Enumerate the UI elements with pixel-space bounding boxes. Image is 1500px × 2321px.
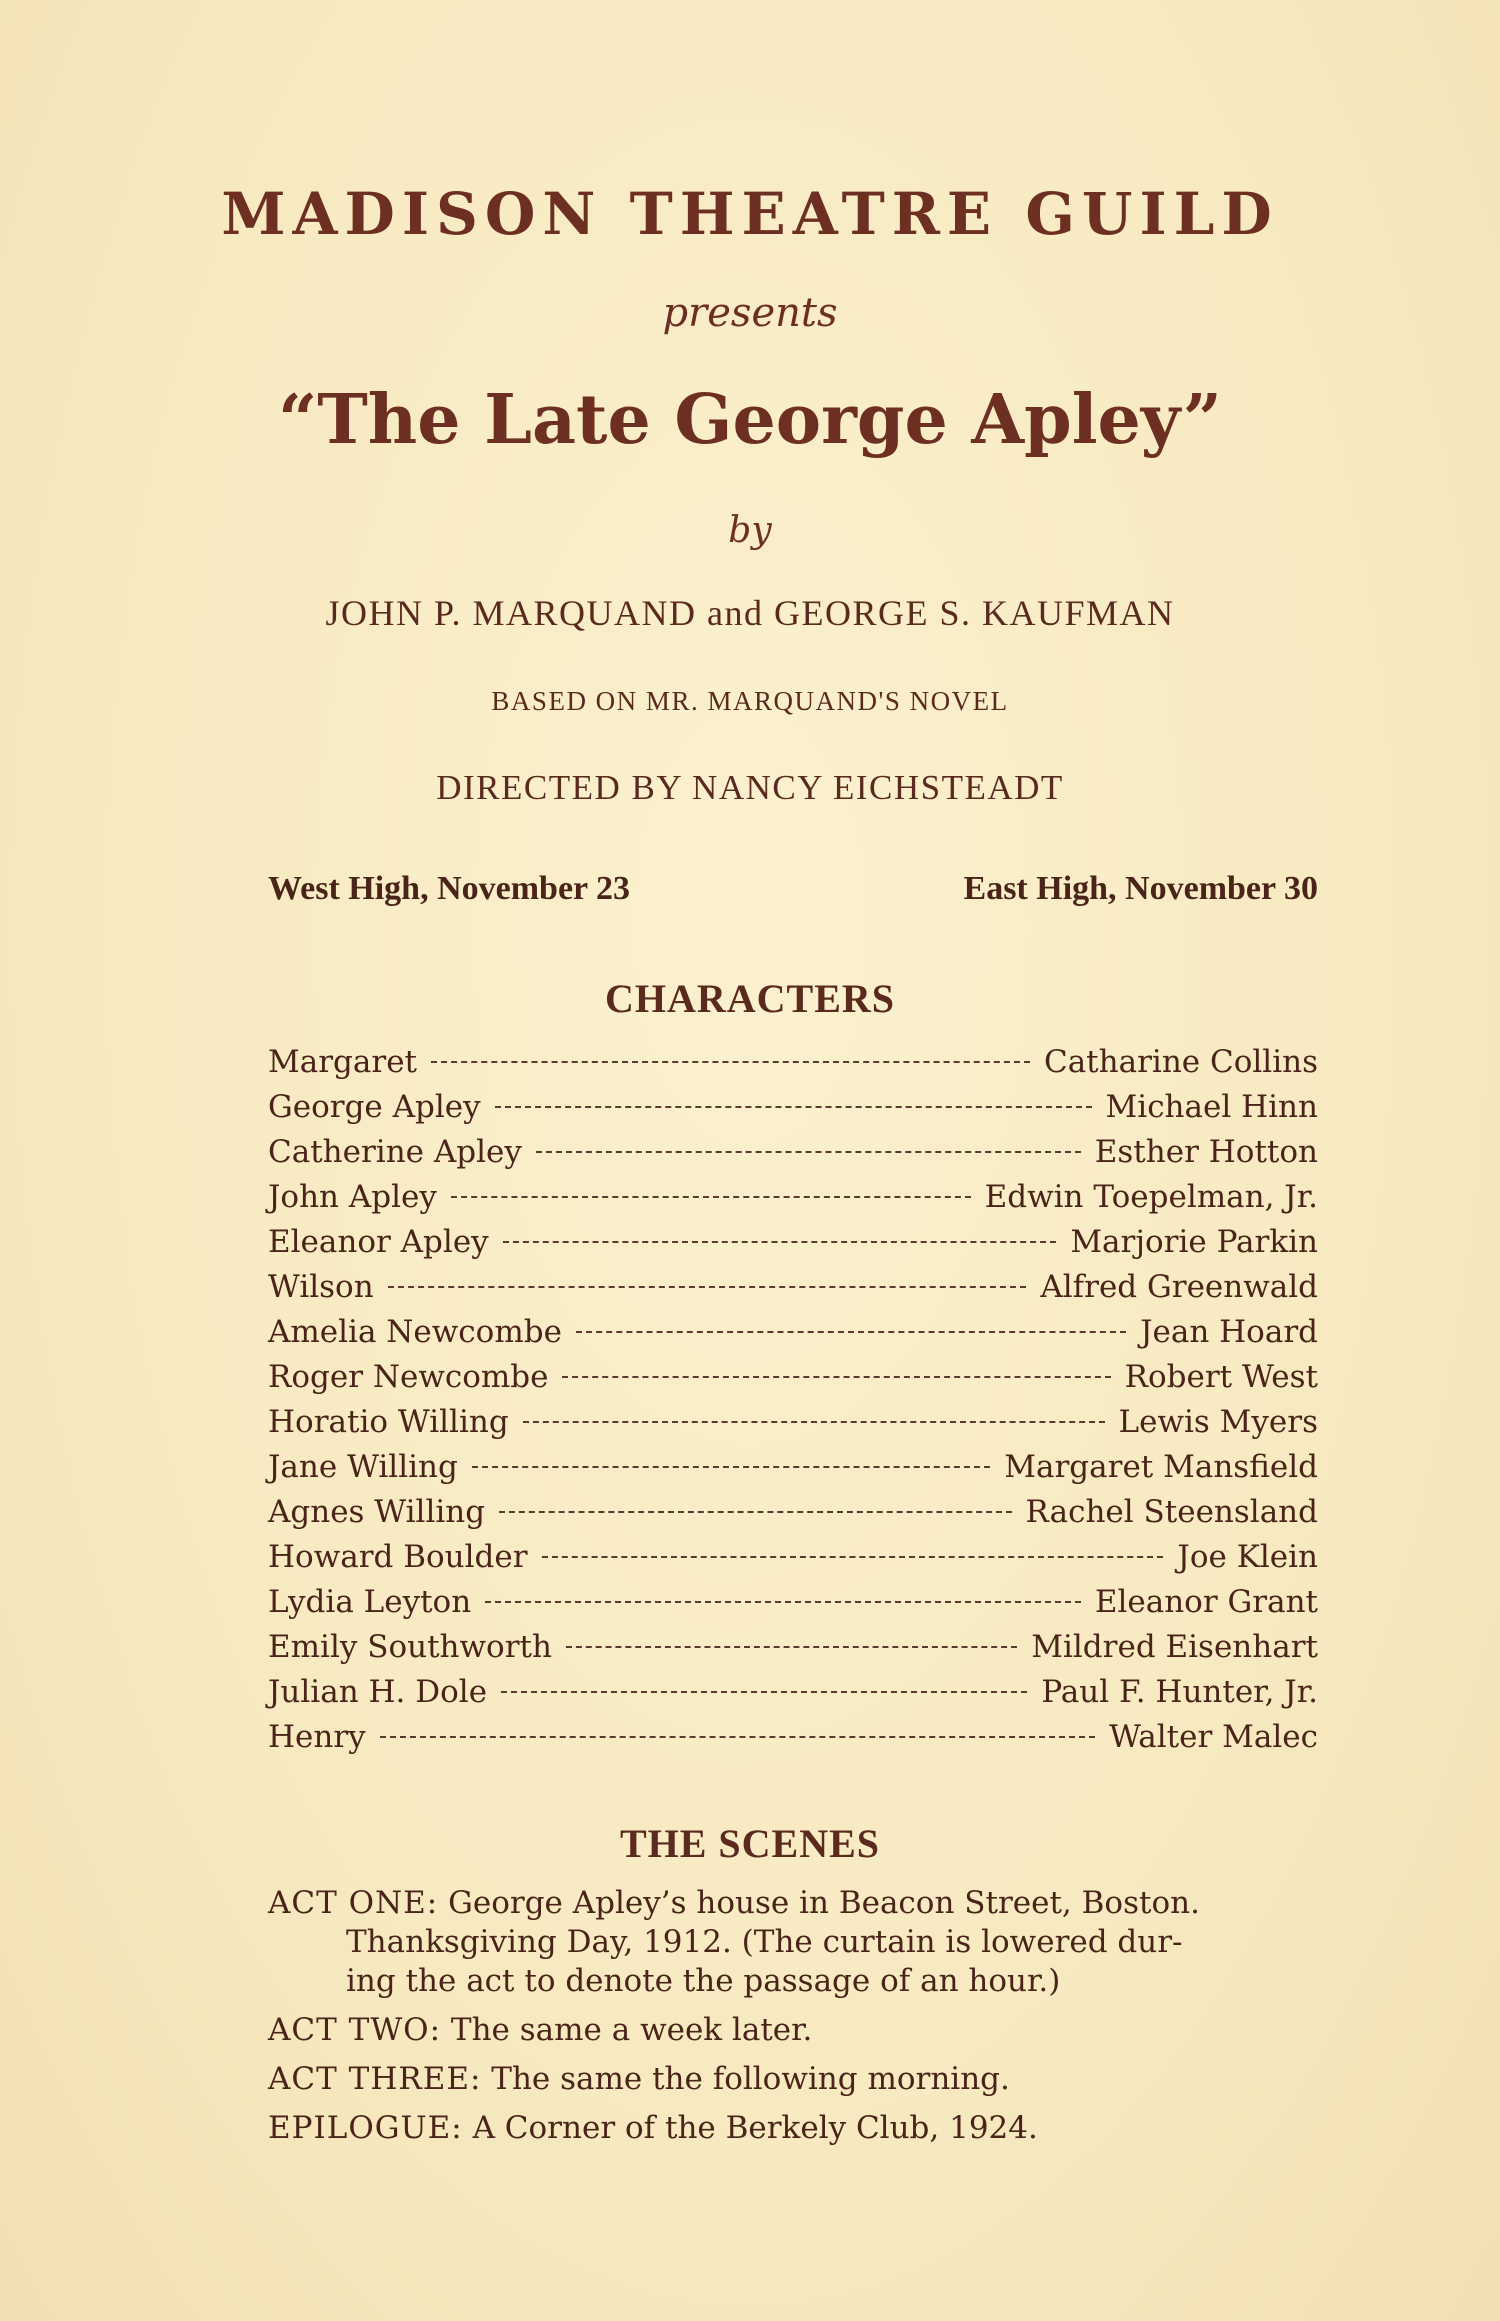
scene-label: EPILOGUE:: [268, 2110, 463, 2146]
cast-actor: Catharine Collins: [1043, 1044, 1318, 1080]
cast-actor: Marjorie Parkin: [1070, 1224, 1318, 1260]
cast-actor: Margaret Mansfield: [1004, 1449, 1318, 1485]
leader-line: [501, 1691, 1027, 1693]
authors: JOHN P. MARQUAND and GEORGE S. KAUFMAN: [325, 593, 1175, 633]
cast-role: Julian H. Dole: [268, 1674, 488, 1710]
scene-epilogue: [268, 2109, 1318, 2148]
leader-line: [495, 1106, 1092, 1108]
play-title: “The Late George Apley”: [278, 380, 1222, 460]
leader-line: [562, 1376, 1110, 1378]
cast-actor: Joe Klein: [1177, 1539, 1318, 1575]
leader-line: [431, 1061, 1030, 1063]
cast-actor: Esther Hotton: [1094, 1134, 1318, 1170]
scenes-list: [268, 1884, 1318, 2158]
cast-role: Lydia Leyton: [268, 1584, 472, 1620]
scene-text: Thanksgiving Day, 1912. (The curtain is lowered dur-: [346, 1924, 1183, 1960]
leader-line: [576, 1331, 1126, 1333]
cast-role: Henry: [268, 1719, 366, 1755]
scene-act-three: [268, 2060, 1318, 2099]
scene-label: ACT TWO:: [268, 2012, 442, 2048]
cast-row: [268, 1175, 1318, 1220]
cast-role: Jane Willing: [268, 1449, 458, 1485]
guild-name: MADISON THEATRE GUILD: [221, 180, 1279, 248]
cast-role: John Apley: [268, 1179, 437, 1215]
leader-line: [388, 1286, 1027, 1288]
leader-line: [380, 1736, 1095, 1738]
cast-role: Agnes Willing: [268, 1494, 486, 1530]
cast-actor: Edwin Toepelman, Jr.: [984, 1179, 1318, 1215]
cast-actor: Eleanor Grant: [1094, 1584, 1318, 1620]
cast-row: [268, 1040, 1318, 1085]
cast-role: Eleanor Apley: [268, 1224, 489, 1260]
leader-line: [523, 1421, 1105, 1423]
cast-row: [268, 1445, 1318, 1490]
cast-role: Howard Boulder: [268, 1539, 528, 1575]
cast-role: George Apley: [268, 1089, 481, 1125]
cast-actor: Rachel Steensland: [1025, 1494, 1318, 1530]
cast-role: Wilson: [268, 1269, 374, 1305]
leader-line: [542, 1556, 1164, 1558]
cast-actor: Mildred Eisenhart: [1031, 1629, 1318, 1665]
cast-role: Catherine Apley: [268, 1134, 522, 1170]
cast-row: [268, 1715, 1318, 1760]
cast-row: [268, 1625, 1318, 1670]
cast-row: [268, 1580, 1318, 1625]
cast-actor: Paul F. Hunter, Jr.: [1041, 1674, 1318, 1710]
scene-act-two: [268, 2011, 1318, 2050]
cast-row: [268, 1670, 1318, 1715]
cast-actor: Lewis Myers: [1118, 1404, 1318, 1440]
scene-text: The same the following morning.: [491, 2061, 1010, 2097]
scene-text: A Corner of the Berkely Club, 1924.: [472, 2110, 1038, 2146]
leader-line: [499, 1511, 1011, 1513]
scene-label: ACT ONE:: [268, 1885, 439, 1921]
characters-heading: CHARACTERS: [604, 976, 896, 1021]
cast-row: [268, 1220, 1318, 1265]
cast-row: [268, 1130, 1318, 1175]
cast-role: Amelia Newcombe: [268, 1314, 562, 1350]
leader-line: [503, 1241, 1057, 1243]
leader-line: [451, 1196, 971, 1198]
by-text: by: [728, 510, 772, 551]
scene-act-one: [268, 1884, 1318, 2001]
performance-east-high: East High, November 30: [963, 870, 1318, 907]
cast-actor: Michael Hinn: [1105, 1089, 1318, 1125]
cast-role: Horatio Willing: [268, 1404, 509, 1440]
scene-label: ACT THREE:: [268, 2061, 482, 2097]
cast-row: [268, 1310, 1318, 1355]
cast-role: Roger Newcombe: [268, 1359, 549, 1395]
cast-row: [268, 1490, 1318, 1535]
cast-actor: Walter Malec: [1109, 1719, 1318, 1755]
cast-row: [268, 1400, 1318, 1445]
based-on-novel: BASED ON MR. MARQUAND'S NOVEL: [491, 686, 1009, 716]
scene-text: ing the act to denote the passage of an hour.): [346, 1963, 1061, 1999]
scene-text: The same a week later.: [450, 2012, 813, 2048]
cast-list: [268, 1040, 1318, 1760]
cast-actor: Jean Hoard: [1140, 1314, 1318, 1350]
scene-text: George Apley’s house in Beacon Street, Boston.: [448, 1885, 1200, 1921]
cast-role: Margaret: [268, 1044, 417, 1080]
director: DIRECTED BY NANCY EICHSTEADT: [436, 768, 1064, 807]
leader-line: [536, 1151, 1081, 1153]
leader-line: [472, 1466, 990, 1468]
cast-row: [268, 1355, 1318, 1400]
cast-actor: Robert West: [1124, 1359, 1318, 1395]
cast-row: [268, 1085, 1318, 1130]
presents-text: presents: [662, 290, 838, 336]
leader-line: [485, 1601, 1081, 1603]
cast-row: [268, 1535, 1318, 1580]
cast-actor: Alfred Greenwald: [1040, 1269, 1318, 1305]
leader-line: [566, 1646, 1017, 1648]
cast-role: Emily Southworth: [268, 1629, 552, 1665]
scenes-heading: THE SCENES: [619, 1821, 881, 1866]
cast-row: [268, 1265, 1318, 1310]
performance-west-high: West High, November 23: [268, 870, 631, 907]
